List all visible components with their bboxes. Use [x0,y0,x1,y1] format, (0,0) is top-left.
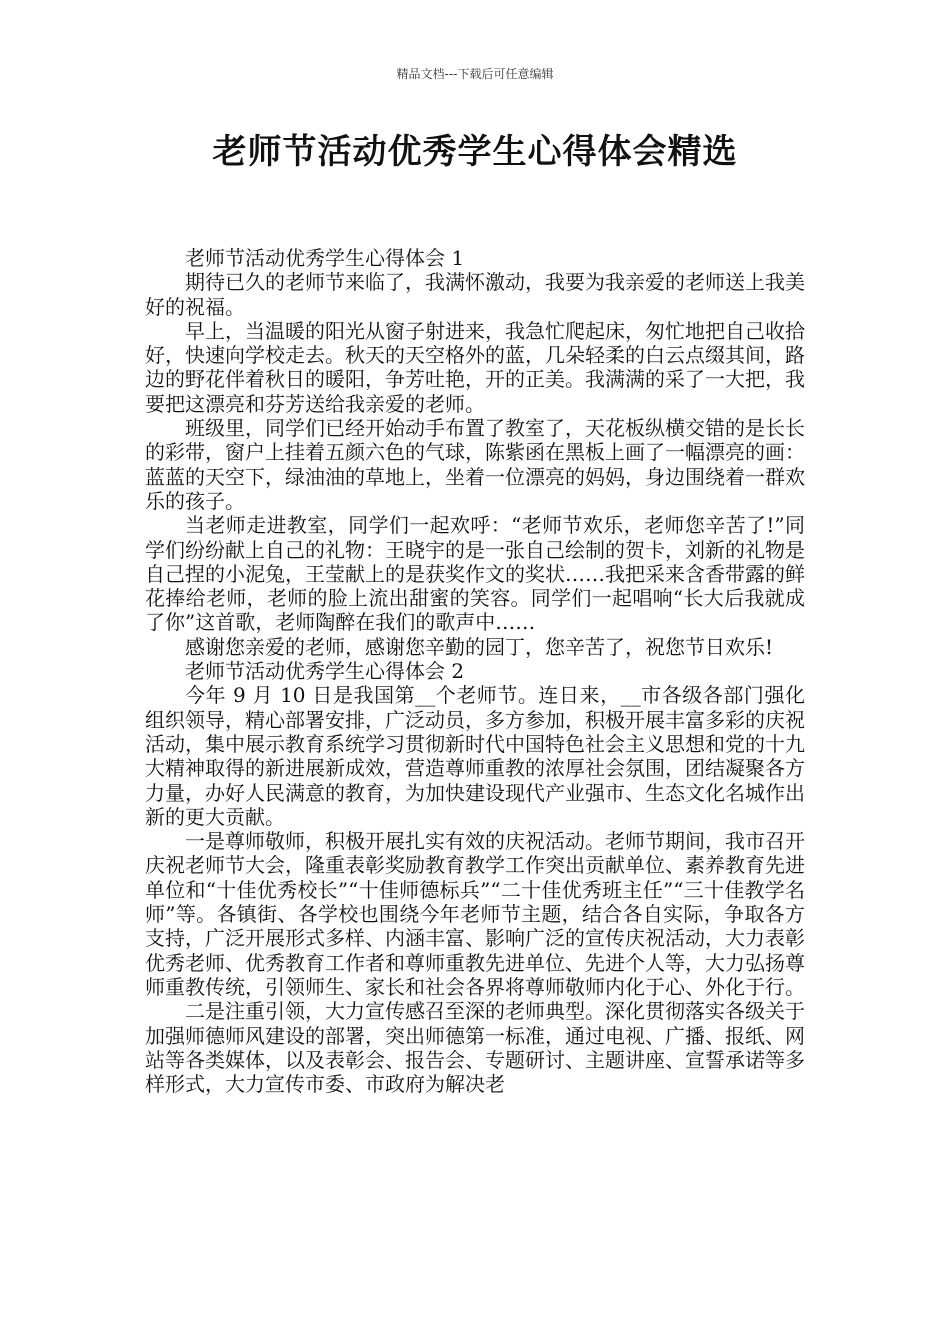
header-note: 精品文档---下载后可任意编辑 [396,67,554,81]
paragraph: 当老师走进教室，同学们一起欢呼：“老师节欢乐，老师您辛苦了!”同学们纷纷献上自己的礼物：王晓宇的是一张自己绘制的贺卡，刘新的礼物是自己捏的小泥兔，王莹献上的是获奖作文的奖状……我把采来含香带露的鲜花捧给老师，老师的脸上流出甜蜜的笑容。同学们一起唱响“长大后我就成了你”这首歌，老师陶醉在我们的歌声中…… [145,513,805,635]
paragraph: 感谢您亲爱的老师，感谢您辛勤的园丁，您辛苦了，祝您节日欢乐! [185,634,774,659]
paragraph: 一是尊师敬师，积极开展扎实有效的庆祝活动。老师节期间，我市召开庆祝老师节大会，隆重表彰奖励教育教学工作突出贡献单位、素养教育先进单位和“十佳优秀校长”“十佳师德标兵”“二十佳优秀班主任”“三十佳教学名师”等。各镇街、各学校也围绕今年老师节主题，结合各自实际，争取各方支持，广泛开展形式多样、内涵丰富、影响广泛的宣传庆祝活动，大力表彰优秀老师、优秀教育工作者和尊师重教先进单位、先进个人等，大力弘扬尊师重教传统，引领师生、家长和社会各界将尊师敬师内化于心、外化于行。 [145,829,805,999]
section-heading: 老师节活动优秀学生心得体会 2 [185,659,465,684]
paragraph: 期待已久的老师节来临了，我满怀激动，我要为我亲爱的老师送上我美好的祝福。 [145,270,805,319]
paragraph: 班级里，同学们已经开始动手布置了教室了，天花板纵横交错的是长长的彩带，窗户上挂着五颜六色的气球，陈紫函在黑板上画了一幅漂亮的画：蓝蓝的天空下，绿油油的草地上，坐着一位漂亮的妈妈，身边围绕着一群欢乐的孩子。 [145,416,805,513]
paragraph: 二是注重引领，大力宣传感召至深的老师典型。深化贯彻落实各级关于加强师德师风建设的部署，突出师德第一标准，通过电视、广播、报纸、网站等各类媒体，以及表彰会、报告会、专题研讨、主题讲座、宣誓承诺等多样形式，大力宣传市委、市政府为解决老 [145,999,805,1097]
document-body [145,246,805,1096]
document-title: 老师节活动优秀学生心得体会精选 [212,132,738,172]
paragraph: 早上，当温暖的阳光从窗子射进来，我急忙爬起床，匆忙地把自己收拾好，快速向学校走去。秋天的天空格外的蓝，几朵轻柔的白云点缀其间，路边的野花伴着秋日的暖阳，争芳吐艳，开的正美。我满满的采了一大把，我要把这漂亮和芬芳送给我亲爱的老师。 [145,318,805,416]
section-heading: 老师节活动优秀学生心得体会 1 [185,246,465,270]
paragraph: 今年 9 月 10 日是我国第__个老师节。连日来，__市各级各部门强化组织领导，精心部署安排，广泛动员，多方参加，积极开展丰富多彩的庆祝活动，集中展示教育系统学习贯彻新时代中国特色社会主义思想和党的十九大精神取得的新进展新成效，营造尊师重教的浓厚社会氛围，团结凝聚各方力量，办好人民满意的教育，为加快建设现代产业强市、生态文化名城作出新的更大贡献。 [145,683,805,829]
